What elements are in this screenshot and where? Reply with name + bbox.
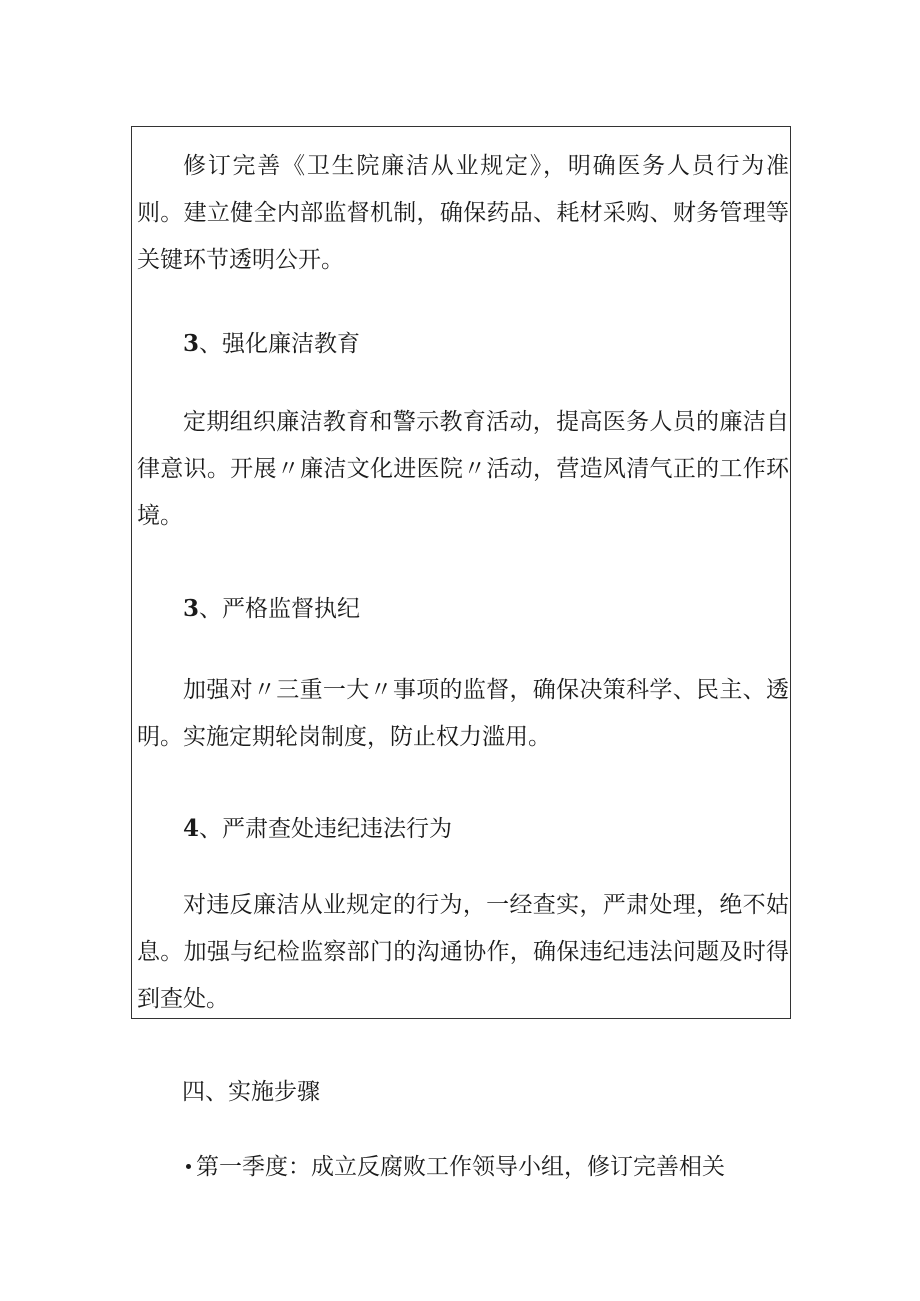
- implementation-steps-heading: 四、实施步骤: [182, 1079, 320, 1105]
- section-number: 3: [183, 330, 200, 357]
- step-text: 第一季度：成立反腐败工作领导小组，修订完善相关: [196, 1154, 725, 1180]
- paragraph-investigation: 对违反廉洁从业规定的行为，一经查实，严肃处理，绝不姑息。加强与纪检监察部门的沟通协作，确保违纪违法问题及时得到查处。: [137, 892, 789, 1012]
- content-box: [131, 126, 791, 1019]
- step-list-item: [186, 1152, 725, 1182]
- section-title: 、严格监督执纪: [199, 596, 361, 622]
- section-title: 、严肃查处违纪违法行为: [199, 816, 453, 842]
- section-heading-supervision: [183, 594, 360, 624]
- bullet-icon: [186, 1164, 191, 1169]
- section-number: 3: [183, 595, 200, 622]
- section-title: 、强化廉洁教育: [199, 331, 361, 357]
- section-number: 4: [183, 815, 200, 842]
- paragraph-regulations: 修订完善《卫生院廉洁从业规定》，明确医务人员行为准则。建立健全内部监督机制，确保药品、耗材采购、财务管理等关键环节透明公开。: [137, 153, 789, 273]
- paragraph-education: 定期组织廉洁教育和警示教育活动，提高医务人员的廉洁自律意识。开展〃廉洁文化进医院〃活动，营造风清气正的工作环境。: [137, 409, 789, 529]
- section-heading-investigation: [183, 814, 452, 844]
- paragraph-supervision: 加强对〃三重一大〃事项的监督，确保决策科学、民主、透明。实施定期轮岗制度，防止权力滥用。: [137, 677, 789, 750]
- section-heading-education: [183, 329, 360, 359]
